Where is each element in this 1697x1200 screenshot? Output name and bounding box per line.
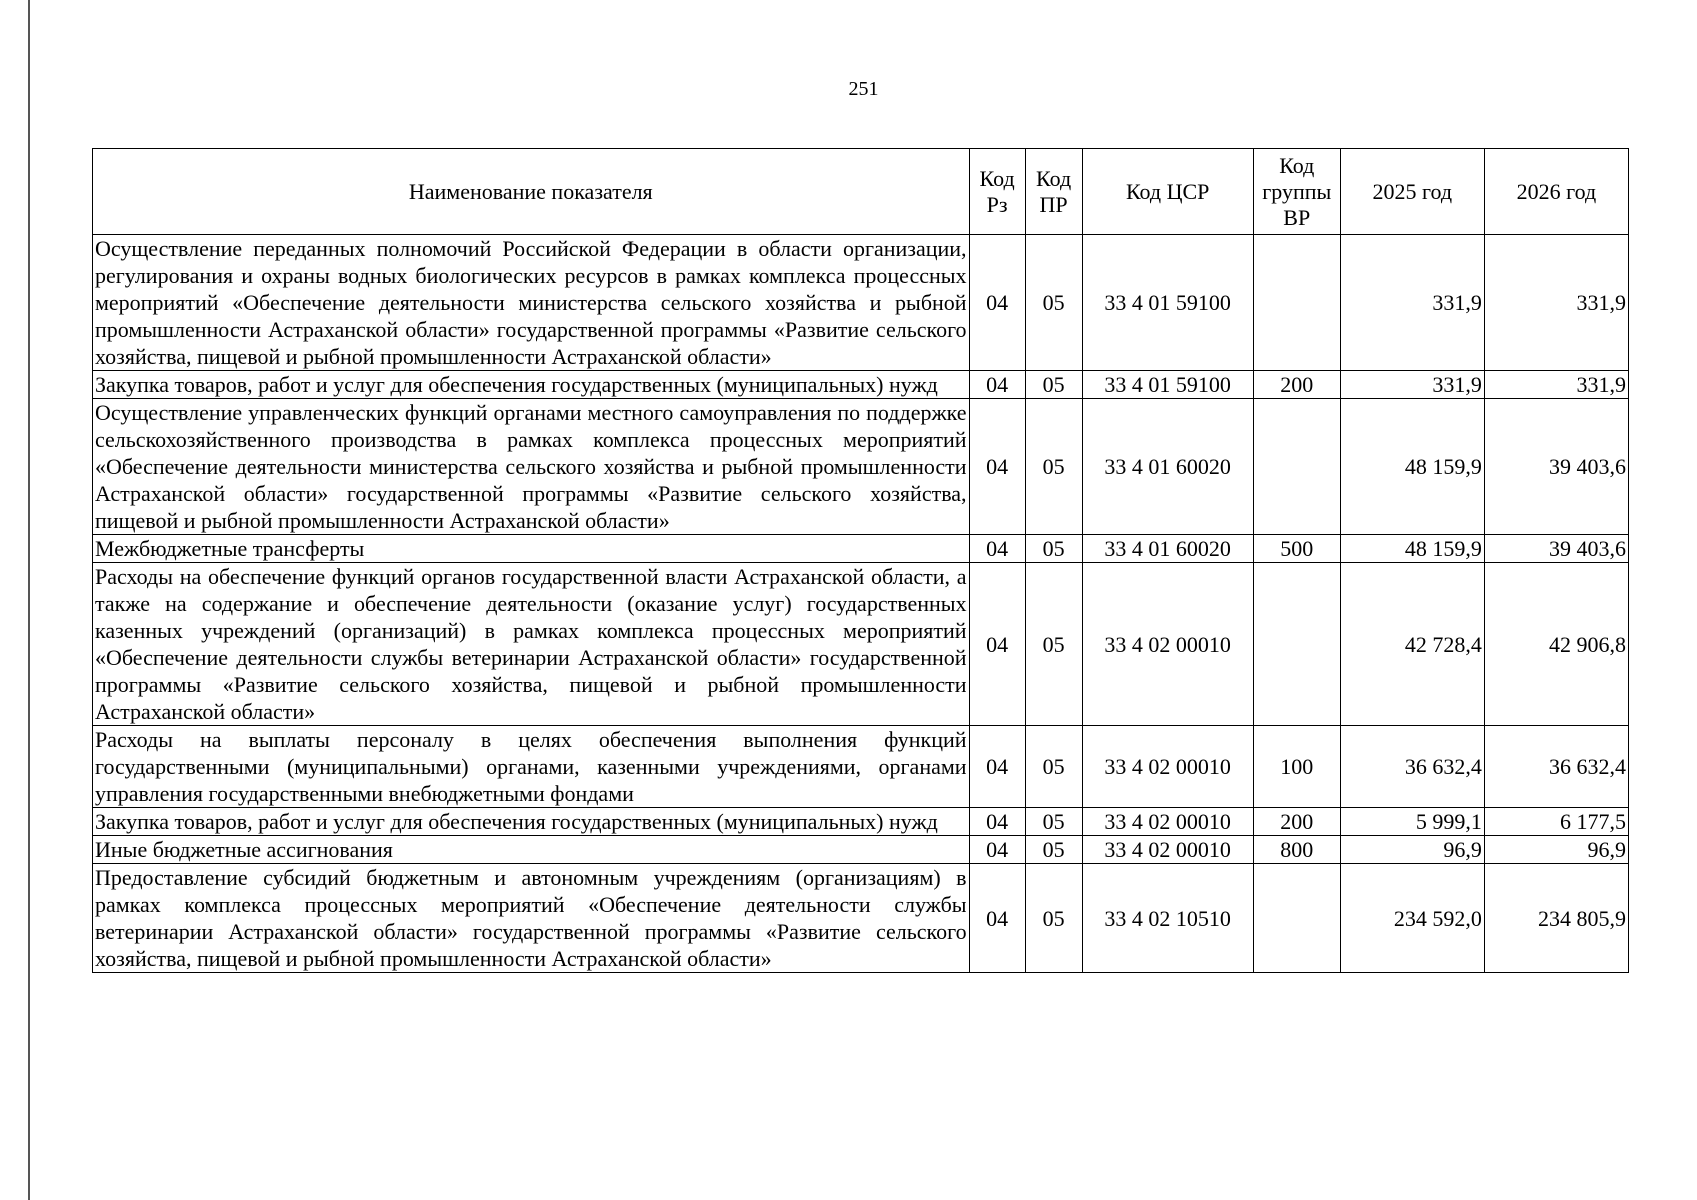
table-row (93, 535, 1629, 563)
page-margin-line (28, 0, 30, 1200)
table-row (93, 235, 1629, 371)
row-2026: 6 177,5 (1484, 808, 1628, 836)
row-csr: 33 4 01 60020 (1082, 535, 1253, 563)
table-row (93, 726, 1629, 808)
header-rz: Код Рз (969, 149, 1025, 235)
row-pr: 05 (1025, 836, 1082, 864)
row-pr: 05 (1025, 563, 1082, 726)
row-csr: 33 4 01 59100 (1082, 235, 1253, 371)
row-name: Осуществление управленческих функций органами местного самоуправления по поддержке сельскохозяйственного производства в рамках комплекса процессных мероприятий «Обеспечение деятельности министерства сельского хозяйства и рыбной промышленности Астраханской области» государственной программы «Развитие сельского хозяйства, пищевой и рыбной промышленности Астраханской области» (93, 399, 970, 535)
row-vr (1253, 864, 1340, 973)
table-row (93, 864, 1629, 973)
row-2025: 5 999,1 (1340, 808, 1484, 836)
row-pr: 05 (1025, 535, 1082, 563)
row-csr: 33 4 01 60020 (1082, 399, 1253, 535)
row-2026: 234 805,9 (1484, 864, 1628, 973)
row-2026: 36 632,4 (1484, 726, 1628, 808)
row-vr: 500 (1253, 535, 1340, 563)
row-pr: 05 (1025, 235, 1082, 371)
row-pr: 05 (1025, 399, 1082, 535)
row-2025: 331,9 (1340, 235, 1484, 371)
row-pr: 05 (1025, 726, 1082, 808)
header-pr: Код ПР (1025, 149, 1082, 235)
row-2025: 48 159,9 (1340, 399, 1484, 535)
page-number: 251 (848, 78, 879, 100)
row-rz: 04 (969, 535, 1025, 563)
row-name: Межбюджетные трансферты (93, 535, 970, 563)
table-header-row (93, 149, 1629, 235)
row-name: Закупка товаров, работ и услуг для обеспечения государственных (муниципальных) нужд (93, 808, 970, 836)
row-csr: 33 4 01 59100 (1082, 371, 1253, 399)
header-name: Наименование показателя (93, 149, 970, 235)
row-rz: 04 (969, 836, 1025, 864)
table-row (93, 399, 1629, 535)
table-row (93, 808, 1629, 836)
row-name: Иные бюджетные ассигнования (93, 836, 970, 864)
row-2025: 331,9 (1340, 371, 1484, 399)
row-csr: 33 4 02 10510 (1082, 864, 1253, 973)
row-2026: 42 906,8 (1484, 563, 1628, 726)
row-csr: 33 4 02 00010 (1082, 726, 1253, 808)
row-2026: 96,9 (1484, 836, 1628, 864)
row-2025: 48 159,9 (1340, 535, 1484, 563)
row-csr: 33 4 02 00010 (1082, 836, 1253, 864)
row-2025: 96,9 (1340, 836, 1484, 864)
row-rz: 04 (969, 864, 1025, 973)
table-row (93, 836, 1629, 864)
row-2025: 42 728,4 (1340, 563, 1484, 726)
row-vr (1253, 563, 1340, 726)
row-name: Расходы на обеспечение функций органов государственной власти Астраханской области, а также на содержание и обеспечение деятельности (оказание услуг) государственных казенных учреждений (организаций) в рамках комплекса процессных мероприятий «Обеспечение деятельности службы ветеринарии Астраханской области» государственной программы «Развитие сельского хозяйства, пищевой и рыбной промышленности Астраханской области» (93, 563, 970, 726)
budget-table (92, 148, 1629, 973)
row-vr (1253, 235, 1340, 371)
row-pr: 05 (1025, 371, 1082, 399)
row-name: Осуществление переданных полномочий Российской Федерации в области организации, регулирования и охраны водных биологических ресурсов в рамках комплекса процессных мероприятий «Обеспечение деятельности министерства сельского хозяйства и рыбной промышленности Астраханской области» государственной программы «Развитие сельского хозяйства, пищевой и рыбной промышленности Астраханской области» (93, 235, 970, 371)
row-vr: 200 (1253, 808, 1340, 836)
header-vr: Код группы ВР (1253, 149, 1340, 235)
row-2025: 36 632,4 (1340, 726, 1484, 808)
row-2026: 39 403,6 (1484, 535, 1628, 563)
row-rz: 04 (969, 808, 1025, 836)
row-rz: 04 (969, 371, 1025, 399)
header-2026: 2026 год (1484, 149, 1628, 235)
row-vr: 200 (1253, 371, 1340, 399)
table-row (93, 563, 1629, 726)
row-pr: 05 (1025, 808, 1082, 836)
row-rz: 04 (969, 563, 1025, 726)
row-2026: 331,9 (1484, 371, 1628, 399)
header-csr: Код ЦСР (1082, 149, 1253, 235)
row-2026: 331,9 (1484, 235, 1628, 371)
row-vr: 100 (1253, 726, 1340, 808)
row-rz: 04 (969, 235, 1025, 371)
row-vr: 800 (1253, 836, 1340, 864)
row-vr (1253, 399, 1340, 535)
table-row (93, 371, 1629, 399)
row-2025: 234 592,0 (1340, 864, 1484, 973)
row-pr: 05 (1025, 864, 1082, 973)
row-rz: 04 (969, 399, 1025, 535)
row-csr: 33 4 02 00010 (1082, 808, 1253, 836)
header-2025: 2025 год (1340, 149, 1484, 235)
row-name: Расходы на выплаты персоналу в целях обеспечения выполнения функций государственными (муниципальными) органами, казенными учреждениями, органами управления государственными внебюджетными фондами (93, 726, 970, 808)
row-2026: 39 403,6 (1484, 399, 1628, 535)
row-name: Закупка товаров, работ и услуг для обеспечения государственных (муниципальных) нужд (93, 371, 970, 399)
row-rz: 04 (969, 726, 1025, 808)
row-csr: 33 4 02 00010 (1082, 563, 1253, 726)
row-name: Предоставление субсидий бюджетным и автономным учреждениям (организациям) в рамках комплекса процессных мероприятий «Обеспечение деятельности службы ветеринарии Астраханской области» государственной программы «Развитие сельского хозяйства, пищевой и рыбной промышленности Астраханской области» (93, 864, 970, 973)
